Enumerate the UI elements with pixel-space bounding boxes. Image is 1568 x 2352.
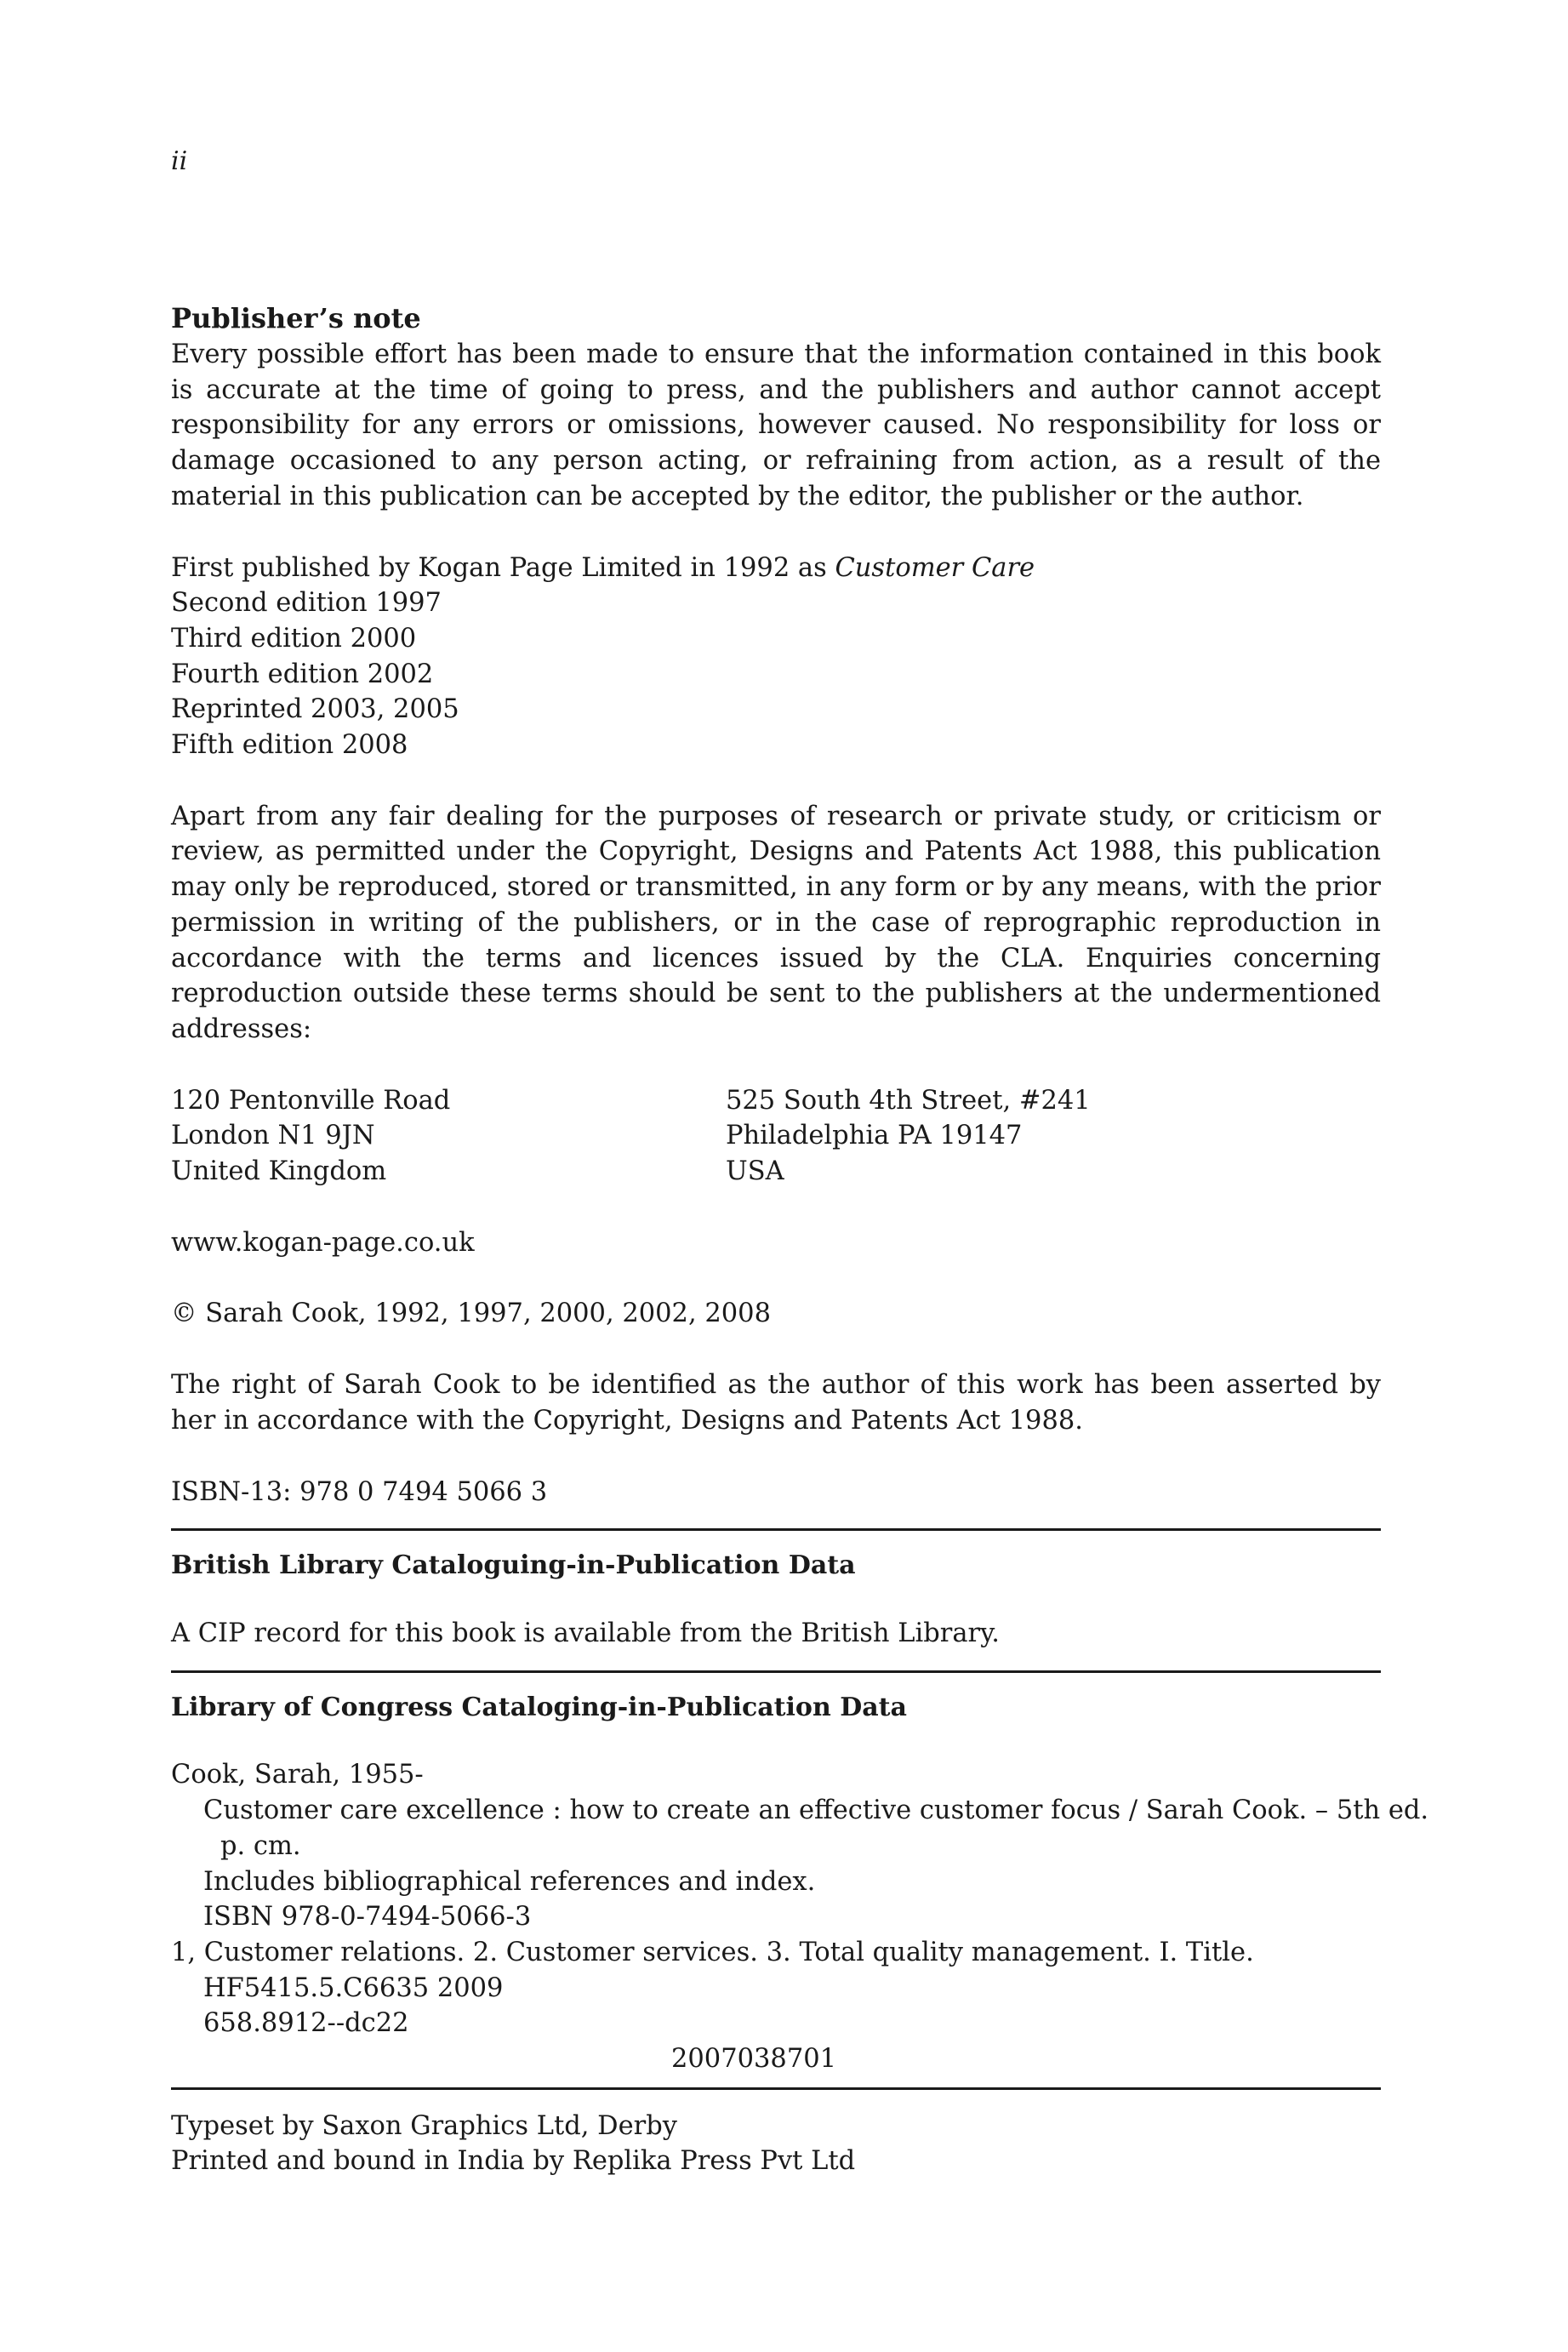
address-line: USA	[726, 1156, 784, 1187]
publishers-note-title: Publisher’s note	[171, 302, 421, 334]
edition-line: Fifth edition 2008	[171, 730, 408, 761]
moral-rights-statement: The right of Sarah Cook to be identified as the author of this work has been asserted by her in accordance with the Copyright, Designs and Patents Act 1988.	[171, 1370, 1381, 1436]
library-of-congress-record	[171, 1757, 1429, 2076]
page-number: ii	[171, 146, 188, 176]
loc-dewey: 658.8912--dc22	[203, 2008, 409, 2039]
library-of-congress-title: Library of Congress Cataloging-in-Publication Data	[171, 1692, 907, 1722]
edition-line: Second edition 1997	[171, 588, 442, 619]
isbn: ISBN-13: 978 0 7494 5066 3	[171, 1476, 548, 1507]
publisher-addresses	[171, 1083, 1381, 1190]
first-published-line	[171, 551, 1381, 586]
divider	[171, 1670, 1381, 1673]
us-address	[726, 1083, 1280, 1190]
publication-history	[171, 551, 1381, 763]
divider	[171, 1528, 1381, 1531]
edition-line: Reprinted 2003, 2005	[171, 694, 459, 725]
loc-control-number: 2007038701	[671, 2044, 837, 2075]
copyright-notice: Apart from any fair dealing for the purposes of research or private study, or criticism or review, as permitted under the Copyright, Designs and Patents Act 1988, this publication may only be reproduced, stored or transmitted, in any form or by any means, with the prior permission in writing of the publishers, or in the case of reprographic reproduction in accordance with the terms and licences issued by the CLA. Enquiries concerning reproduction outside these terms should be sent to the publishers at the undermentioned addresses:	[171, 801, 1381, 1044]
loc-author: Cook, Sarah, 1955-	[171, 1760, 424, 1790]
first-published-prefix: First published by Kogan Page Limited in 1992 as	[171, 552, 835, 583]
loc-title-line: Customer care excellence : how to create an effective customer focus / Sarah Cook. – 5th ed.	[203, 1795, 1429, 1826]
loc-subjects: 1, Customer relations. 2. Customer services. 3. Total quality management. I. Title.	[171, 1937, 1254, 1967]
edition-line: Fourth edition 2002	[171, 659, 434, 689]
loc-isbn: ISBN 978-0-7494-5066-3	[203, 1902, 532, 1932]
address-line: London N1 9JN	[171, 1121, 375, 1151]
british-library-text: A CIP record for this book is available from the British Library.	[171, 1618, 1000, 1648]
address-line: Philadelphia PA 19147	[726, 1121, 1023, 1151]
address-line: 120 Pentonville Road	[171, 1085, 451, 1116]
printing-info	[171, 2109, 1381, 2179]
website: www.kogan-page.co.uk	[171, 1227, 475, 1258]
divider	[171, 2087, 1381, 2090]
publishers-note-section	[171, 300, 1381, 515]
edition-line: Third edition 2000	[171, 623, 417, 654]
loc-pages: p. cm.	[220, 1830, 301, 1861]
publishers-note-text: Every possible effort has been made to ensure that the information contained in this book is accurate at the time of going to press, and the publishers and author cannot accept responsibility for any errors or omissions, however caused. No responsibility for loss or damage occasioned to any person acting, or refraining from action, as a result of the material in this publication can be accepted by the editor, the publisher or the author.	[171, 340, 1381, 511]
copyright-page-content	[171, 300, 1429, 2179]
address-line: 525 South 4th Street, #241	[726, 1085, 1091, 1116]
address-line: United Kingdom	[171, 1156, 387, 1187]
typeset-line: Typeset by Saxon Graphics Ltd, Derby	[171, 2110, 677, 2141]
printed-line: Printed and bound in India by Replika Press Pvt Ltd	[171, 2146, 856, 2177]
british-library-title: British Library Cataloguing-in-Publication Data	[171, 1550, 856, 1581]
loc-lc-class: HF5415.5.C6635 2009	[203, 1972, 504, 2003]
loc-includes: Includes bibliographical references and index.	[203, 1866, 816, 1897]
uk-address	[171, 1083, 726, 1190]
copyright-line: © Sarah Cook, 1992, 1997, 2000, 2002, 2008	[171, 1299, 771, 1329]
first-published-title: Customer Care	[835, 552, 1035, 583]
